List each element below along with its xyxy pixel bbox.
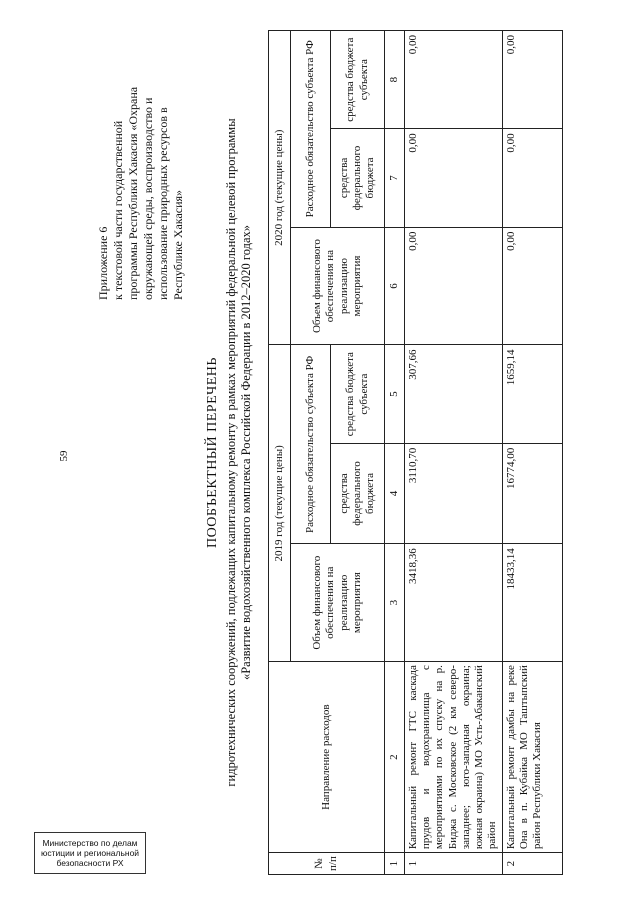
appendix-line: использование природных ресурсов в (156, 107, 170, 300)
header-volume-2019: Объем финансового обеспечения на реализацию мероприятия (291, 544, 385, 662)
rotated-document (96, 30, 596, 875)
row-volume-2020: 0,00 (503, 227, 563, 345)
row-volume-2019: 3418,36 (405, 544, 503, 662)
table-row (405, 31, 503, 875)
column-number: 1 (385, 853, 405, 875)
row-subj-2019: 307,66 (405, 345, 503, 443)
column-number: 7 (385, 129, 405, 227)
header-fed-2020: средства федерального бюджета (331, 129, 385, 227)
header-fed-2019: средства федерального бюджета (331, 443, 385, 543)
row-subj-2020: 0,00 (503, 31, 563, 129)
row-index: 1 (405, 853, 503, 875)
row-index: 2 (503, 853, 563, 875)
header-2019: 2019 год (текущие цены) (269, 345, 291, 662)
row-fed-2020: 0,00 (503, 129, 563, 227)
header-volume-2020: Объем финансового обеспечения на реализацию мероприятия (291, 227, 385, 345)
stamp-line: Министерство по делам (42, 837, 138, 848)
row-description: Капитальный ремонт дамбы на реке Она в п. Кубайка МО Таштыпский район Республики Хакасия (503, 662, 563, 853)
page-number: 59 (58, 450, 70, 462)
table-row (503, 31, 563, 875)
stamp-line: юстиции и региональной (40, 847, 140, 858)
stamp-line: безопасности РХ (56, 858, 124, 869)
title-line: «Развитие водохозяйственного комплекса Российской Федерации в 2012–2020 годах» (239, 224, 254, 681)
column-number: 5 (385, 345, 405, 443)
row-subj-2020: 0,00 (405, 31, 503, 129)
column-number: 4 (385, 443, 405, 543)
column-number: 2 (385, 662, 405, 853)
row-fed-2020: 0,00 (405, 129, 503, 227)
objects-table (268, 30, 563, 875)
header-direction: Направление расходов (269, 662, 385, 853)
title-main: ПООБЪЕКТНЫЙ ПЕРЕЧЕНЬ (205, 357, 220, 548)
header-subj-2020: средства бюджета субъекта (331, 31, 385, 129)
column-number: 3 (385, 544, 405, 662)
document-title (204, 30, 255, 875)
row-subj-2019: 1659,14 (503, 345, 563, 443)
row-volume-2020: 0,00 (405, 227, 503, 345)
column-number: 8 (385, 31, 405, 129)
appendix-line: окружающей среды, воспроизводство и (141, 97, 155, 300)
appendix-line: программы Республики Хакасия «Охрана (126, 86, 140, 300)
appendix-line: Приложение 6 (96, 226, 110, 300)
appendix-note (96, 30, 186, 300)
column-number: 6 (385, 227, 405, 345)
header-subj-2019: средства бюджета субъекта (331, 345, 385, 443)
header-2020: 2020 год (текущие цены) (269, 31, 291, 346)
row-description: Капитальный ремонт ГТС каскада прудов и водохранилища с мероприятиями по их спуску на р. Биджа с. Московское (2 км северо-западнее; юго-западная окраина; южная окраина) МО Усть-Абаканский район (405, 662, 503, 853)
row-fed-2019: 3110,70 (405, 443, 503, 543)
title-line: гидротехнических сооружений, подлежащих капитальному ремонту в рамках мероприятий федеральной целевой программы (223, 118, 238, 787)
appendix-line: к текстовой части государственной (111, 120, 125, 300)
row-fed-2019: 16774,00 (503, 443, 563, 543)
appendix-line: Республике Хакасия» (171, 189, 185, 300)
header-obligation-2020: Расходное обязательство субъекта РФ (291, 31, 331, 228)
header-number: № п/п (269, 853, 385, 875)
row-volume-2019: 18433,14 (503, 544, 563, 662)
header-obligation-2019: Расходное обязательство субъекта РФ (291, 345, 331, 544)
